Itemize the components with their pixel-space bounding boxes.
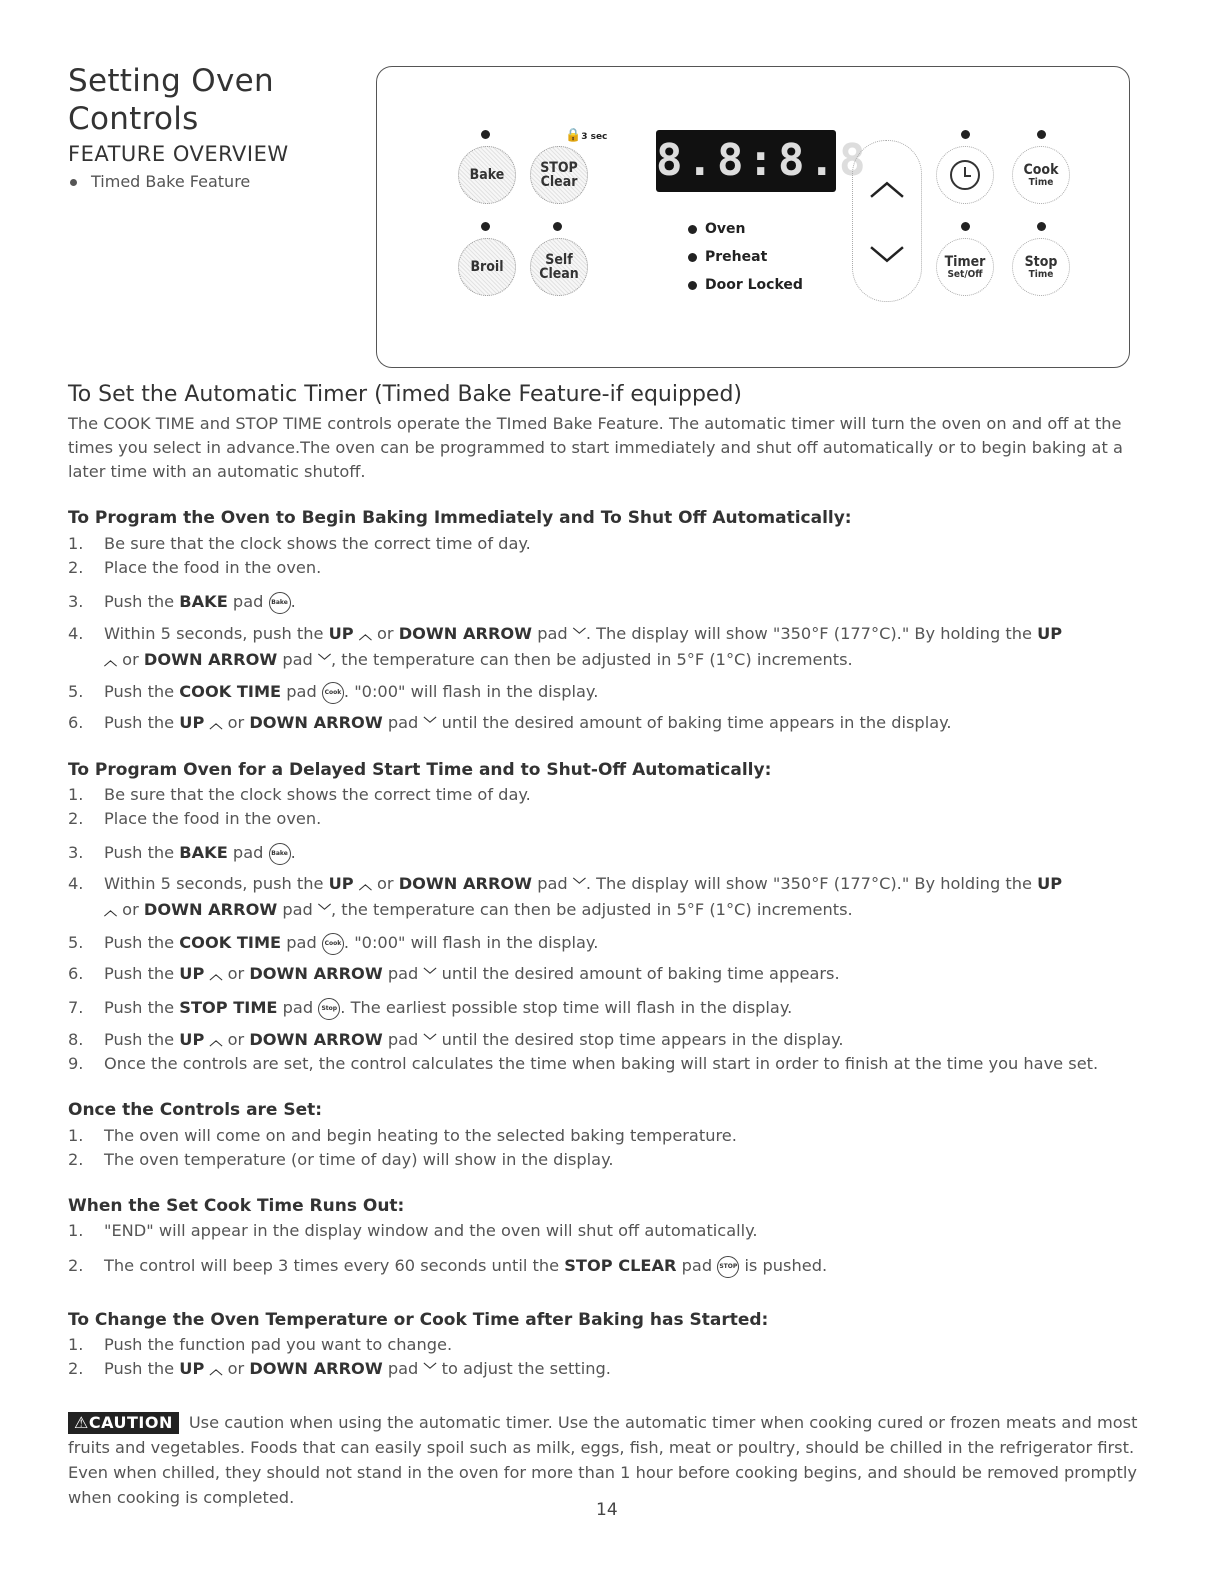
up-term: UP <box>179 1030 205 1049</box>
step-text: Push the function pad you want to change. <box>104 1335 453 1354</box>
bake-term: BAKE <box>179 843 228 862</box>
caution-notice <box>68 1410 1138 1510</box>
step-text: The control will beep 3 times every 60 seconds until the <box>104 1256 560 1275</box>
stop-clear-pad-icon: STOP <box>717 1256 739 1278</box>
list-item: 7. Push the STOP TIME pad Stop . The earliest possible stop time will flash in the display. <box>68 996 1148 1020</box>
up-arrow-icon: ︿ <box>104 654 118 669</box>
step-text: pad <box>286 933 317 952</box>
section-list-item <box>70 172 250 191</box>
oven-indicator-label: Oven <box>705 221 746 237</box>
page-title-line2: Controls <box>68 101 199 137</box>
door-locked-indicator-label: Door Locked <box>705 277 803 293</box>
section-heading-delayed: To Program Oven for a Delayed Start Time and to Shut-Off Automatically: <box>68 760 772 780</box>
down-arrow-term: DOWN ARROW <box>143 650 278 669</box>
up-arrow-button[interactable] <box>853 155 921 204</box>
cook-time-term: COOK TIME <box>179 933 282 952</box>
timer-label2: Set/Off <box>947 268 983 280</box>
step-text: , the temperature can then be adjusted in 5°F (1°C) increments. <box>331 650 853 669</box>
lock-label: 3 sec <box>581 132 608 142</box>
down-arrow-term: DOWN ARROW <box>249 1359 383 1378</box>
clock-pad[interactable] <box>936 146 994 204</box>
section-heading-time-out: When the Set Cook Time Runs Out: <box>68 1196 405 1216</box>
up-term: UP <box>179 1359 205 1378</box>
down-arrow-icon: ﹀ <box>423 968 437 983</box>
step-text: Once the controls are set, the control calculates the time when baking will start in order to finish at the time you have set. <box>104 1054 1099 1073</box>
bake-pad-icon: Bake <box>269 843 291 865</box>
stop-clear-term: STOP CLEAR <box>564 1256 677 1275</box>
door-locked-indicator <box>688 277 803 293</box>
step-text: Place the food in the oven. <box>104 558 322 577</box>
clock-icon <box>950 160 980 190</box>
list-item: 2. Push the UP ︿ or DOWN ARROW pad ﹀ to adjust the setting. <box>68 1359 611 1378</box>
indicator-dot-icon <box>688 253 697 262</box>
down-arrow-icon: ﹀ <box>423 1034 437 1049</box>
list-item: 1. "END" will appear in the display window and the oven will shut off automatically. <box>68 1221 758 1240</box>
step-text: or <box>227 713 245 732</box>
step-text: to adjust the setting. <box>441 1359 611 1378</box>
step-text: or <box>122 900 139 919</box>
led-indicator <box>481 222 490 231</box>
list-item: 4. Within 5 seconds, push the UP ︿ or DOWN ARROW pad ﹀. The display will show "350°F (177°C)." By holding the UP ︿ or DOWN ARROW pad ﹀, the temperature can then be adjusted in 5°F (1°C) increments. <box>68 624 1063 669</box>
led-indicator <box>961 222 970 231</box>
led-indicator <box>481 130 490 139</box>
down-arrow-icon: ﹀ <box>318 654 332 669</box>
step-text: pad <box>282 650 313 669</box>
step-text: . "0:00" will flash in the display. <box>343 933 599 952</box>
down-arrow-button[interactable] <box>853 237 921 286</box>
step-text: pad <box>387 1359 419 1378</box>
up-term: UP <box>1037 874 1063 893</box>
step-text: . The earliest possible stop time will flash in the display. <box>340 998 793 1017</box>
up-term: UP <box>328 874 354 893</box>
arrow-pad <box>852 140 922 302</box>
stop-time-label2: Time <box>1028 268 1054 280</box>
step-text: pad <box>282 900 313 919</box>
step-text: Push the <box>104 933 175 952</box>
led-indicator <box>553 222 562 231</box>
list-item: 3. Push the BAKE pad Bake . <box>68 841 1148 865</box>
preheat-indicator-label: Preheat <box>705 249 768 265</box>
bake-term: BAKE <box>179 592 228 611</box>
digital-display: 8.8:8.8 <box>656 130 836 192</box>
section-heading-immediate: To Program the Oven to Begin Baking Immediately and To Shut Off Automatically: <box>68 508 852 528</box>
step-text: pad <box>282 998 314 1017</box>
cook-time-pad-icon: Cook <box>322 682 344 704</box>
self-clean-label1: Self <box>545 252 573 268</box>
step-text: or <box>227 1359 245 1378</box>
list-item: 1. Push the function pad you want to change. <box>68 1335 453 1354</box>
list-item: 1. Be sure that the clock shows the correct time of day. <box>68 785 531 804</box>
stop-time-pad-icon: Stop <box>318 998 340 1020</box>
list-item: 3. Push the BAKE pad Bake . <box>68 590 1148 614</box>
page-title <box>68 62 274 138</box>
control-panel <box>376 66 1130 368</box>
up-term: UP <box>1037 624 1063 643</box>
timer-pad[interactable] <box>936 238 994 296</box>
list-item: 2. The oven temperature (or time of day) will show in the display. <box>68 1150 614 1169</box>
stop-time-term: STOP TIME <box>179 998 278 1017</box>
section-heading-change: To Change the Oven Temperature or Cook Time after Baking has Started: <box>68 1310 769 1330</box>
step-text: The oven temperature (or time of day) will show in the display. <box>104 1150 614 1169</box>
step-text: until the desired stop time appears in the display. <box>441 1030 844 1049</box>
list-item: 2. The control will beep 3 times every 60 seconds until the STOP CLEAR pad STOP is pushed. <box>68 1254 1148 1278</box>
cook-time-label2: Time <box>1028 176 1054 188</box>
stop-clear-label1: STOP <box>540 160 578 176</box>
list-item: 9. Once the controls are set, the control calculates the time when baking will start in order to finish at the time you have set. <box>68 1054 1099 1073</box>
stop-clear-pad[interactable] <box>530 146 588 204</box>
step-text: pad <box>387 1030 419 1049</box>
up-arrow-icon: ︿ <box>209 717 223 732</box>
step-text: until the desired amount of baking time appears in the display. <box>441 713 952 732</box>
up-arrow-icon: ︿ <box>209 968 223 983</box>
broil-pad[interactable] <box>458 238 516 296</box>
step-text: Push the <box>104 713 175 732</box>
step-text: Push the <box>104 843 175 862</box>
step-text: Place the food in the oven. <box>104 809 322 828</box>
down-arrow-term: DOWN ARROW <box>143 900 278 919</box>
led-indicator <box>1037 130 1046 139</box>
step-text: or <box>377 624 394 643</box>
list-item: 2. Place the food in the oven. <box>68 558 322 577</box>
section-heading-once-set: Once the Controls are Set: <box>68 1100 323 1120</box>
step-text: pad <box>537 874 568 893</box>
down-arrow-term: DOWN ARROW <box>249 1030 383 1049</box>
step-text: Push the <box>104 592 175 611</box>
down-arrow-icon: ﹀ <box>423 717 437 732</box>
step-text: Push the <box>104 682 175 701</box>
led-indicator <box>1037 222 1046 231</box>
down-arrow-term: DOWN ARROW <box>249 713 383 732</box>
preheat-indicator <box>688 249 767 265</box>
bullet-icon <box>70 179 77 186</box>
broil-pad-label: Broil <box>470 259 504 275</box>
step-text: Within 5 seconds, push the <box>104 874 324 893</box>
cook-time-pad-icon: Cook <box>322 933 344 955</box>
indicator-dot-icon <box>688 281 697 290</box>
step-text: Within 5 seconds, push the <box>104 624 324 643</box>
down-arrow-icon: ﹀ <box>572 628 586 643</box>
step-text: Be sure that the clock shows the correct time of day. <box>104 785 531 804</box>
step-text: Push the <box>104 998 175 1017</box>
timer-label1: Timer <box>944 253 986 270</box>
up-arrow-icon: ︿ <box>209 1363 223 1378</box>
section-item-label: Timed Bake Feature <box>91 172 251 191</box>
list-item: 5. Push the COOK TIME pad Cook . "0:00" will flash in the display. <box>68 680 1148 704</box>
caution-text: Use caution when using the automatic timer. Use the automatic timer when cooking cured or frozen meats and most fruits and vegetables. Foods that can easily spoil such as milk, eggs, fish, meat or poultry, should be chilled in the refrigerator first. Even when chilled, they should not stand in the oven for more than 1 hour before cooking begins, and should be removed promptly when cooking is completed. <box>68 1413 1138 1507</box>
step-text: pad <box>387 964 419 983</box>
step-text: , the temperature can then be adjusted in 5°F (1°C) increments. <box>331 900 853 919</box>
up-arrow-icon: ︿ <box>209 1034 223 1049</box>
down-arrow-icon: ﹀ <box>318 904 332 919</box>
step-text: . The display will show "350°F (177°C)." By holding the <box>585 874 1032 893</box>
step-text: pad <box>681 1256 713 1275</box>
list-item: 8. Push the UP ︿ or DOWN ARROW pad ﹀ until the desired stop time appears in the display. <box>68 1030 844 1049</box>
step-text: Push the <box>104 1359 175 1378</box>
down-arrow-icon: ﹀ <box>572 878 586 893</box>
up-arrow-icon: ︿ <box>358 878 372 893</box>
down-arrow-term: DOWN ARROW <box>398 624 533 643</box>
up-term: UP <box>179 713 205 732</box>
down-arrow-term: DOWN ARROW <box>249 964 383 983</box>
cook-time-pad[interactable] <box>1012 146 1070 204</box>
list-item: 4. Within 5 seconds, push the UP ︿ or DOWN ARROW pad ﹀. The display will show "350°F (177°C)." By holding the UP ︿ or DOWN ARROW pad ﹀, the temperature can then be adjusted in 5°F (1°C) increments. <box>68 874 1063 919</box>
up-arrow-icon: ︿ <box>358 628 372 643</box>
step-text: Push the <box>104 1030 175 1049</box>
list-item: 6. Push the UP ︿ or DOWN ARROW pad ﹀ until the desired amount of baking time appears. <box>68 964 840 983</box>
bake-pad[interactable] <box>458 146 516 204</box>
step-text: or <box>122 650 139 669</box>
step-text: is pushed. <box>744 1256 828 1275</box>
step-text: pad <box>286 682 317 701</box>
oven-indicator <box>688 221 746 237</box>
up-arrow-icon: ︿ <box>870 163 904 203</box>
list-item: 1. Be sure that the clock shows the correct time of day. <box>68 534 531 553</box>
step-text: "END" will appear in the display window and the oven will shut off automatically. <box>104 1221 758 1240</box>
caution-badge: ⚠CAUTION <box>68 1412 179 1434</box>
step-text: pad <box>387 713 419 732</box>
lock-icon: 🔒3 sec <box>565 128 608 143</box>
list-item: 1. The oven will come on and begin heating to the selected baking temperature. <box>68 1126 737 1145</box>
main-heading: To Set the Automatic Timer (Timed Bake Feature-if equipped) <box>68 382 742 407</box>
step-text: Push the <box>104 964 175 983</box>
step-text: Be sure that the clock shows the correct time of day. <box>104 534 531 553</box>
list-item: 5. Push the COOK TIME pad Cook . "0:00" will flash in the display. <box>68 931 1148 955</box>
cook-time-term: COOK TIME <box>179 682 282 701</box>
self-clean-pad[interactable] <box>530 238 588 296</box>
led-indicator <box>961 130 970 139</box>
down-arrow-icon: ﹀ <box>870 245 904 285</box>
page-title-line1: Setting Oven <box>68 63 274 99</box>
step-text: pad <box>232 843 264 862</box>
bake-pad-icon: Bake <box>269 592 291 614</box>
step-text: or <box>227 1030 245 1049</box>
section-title: FEATURE OVERVIEW <box>68 142 289 166</box>
self-clean-label2: Clean <box>539 266 579 282</box>
cook-time-label1: Cook <box>1023 161 1059 178</box>
step-text: or <box>227 964 245 983</box>
step-text: The oven will come on and begin heating to the selected baking temperature. <box>104 1126 737 1145</box>
list-item: 2. Place the food in the oven. <box>68 809 322 828</box>
down-arrow-term: DOWN ARROW <box>398 874 533 893</box>
page-number: 14 <box>596 1500 618 1520</box>
step-text: . "0:00" will flash in the display. <box>343 682 599 701</box>
bake-pad-label: Bake <box>469 167 505 183</box>
stop-time-label1: Stop <box>1024 253 1058 270</box>
up-arrow-icon: ︿ <box>104 904 118 919</box>
step-text: or <box>377 874 394 893</box>
list-item: 6. Push the UP ︿ or DOWN ARROW pad ﹀ until the desired amount of baking time appears in the display. <box>68 713 952 732</box>
up-term: UP <box>179 964 205 983</box>
step-text: . The display will show "350°F (177°C)." By holding the <box>585 624 1032 643</box>
step-text: pad <box>232 592 264 611</box>
down-arrow-icon: ﹀ <box>423 1363 437 1378</box>
stop-clear-label2: Clear <box>540 174 578 190</box>
step-text: until the desired amount of baking time appears. <box>441 964 840 983</box>
indicator-dot-icon <box>688 225 697 234</box>
step-text: pad <box>537 624 568 643</box>
up-term: UP <box>328 624 354 643</box>
stop-time-pad[interactable] <box>1012 238 1070 296</box>
intro-paragraph: The COOK TIME and STOP TIME controls operate the TImed Bake Feature. The automatic timer will turn the oven on and off at the times you select in advance.The oven can be programmed to start immediately and shut off automatically or to begin baking at a later time with an automatic shutoff. <box>68 414 1123 481</box>
